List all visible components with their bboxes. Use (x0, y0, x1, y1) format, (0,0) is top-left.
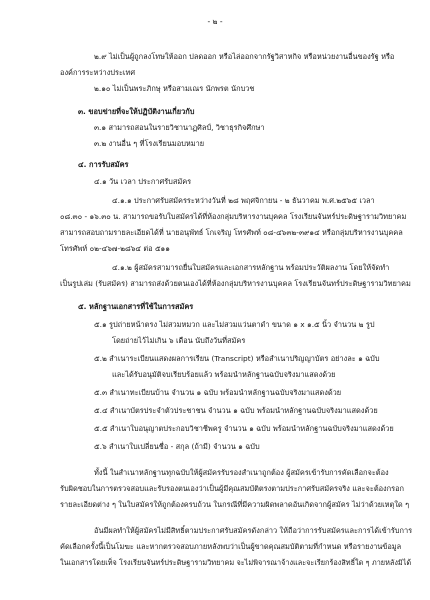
item-5-4: ๕.๔ สำเนาบัตรประจำตัวประชาชน จำนวน ๑ ฉบับ พร้อมนำหลักฐานฉบับจริงมาแสดงด้วย (94, 406, 378, 415)
section-5-heading: ๕. หลักฐานเอกสารที่ใช้ในการสมัคร (78, 302, 194, 311)
item-5-2-line2: และได้รับอนุมัติจบเรียบร้อยแล้ว พร้อมนำหลักฐานฉบับจริงมาแสดงด้วย (112, 370, 336, 379)
section-3-heading: ๓. ขอบข่ายที่จะให้ปฏิบัติงานเกี่ยวกับ (78, 107, 195, 116)
item-4-1-1-line3: สามารถสอบถามรายละเอียดได้ที่ นายอนุพัทธ์ โกเจริญ โทรศัพท์ ๐๘-๔๖๓๒-๓๙๑๔ หรือกลุ่มบริหารงานบุคคล (60, 228, 403, 237)
item-3-2: ๓.๒ งานอื่น ๆ ที่โรงเรียนมอบหมาย (94, 139, 205, 148)
note-paragraph-line3: รายละเอียดต่าง ๆ ในใบสมัครให้ถูกต้องครบถ้วน ในกรณีที่มีความผิดพลาดอันเกิดจากผู้สมัคร ไม่ว่าด้วยเหตุใด ๆ (60, 500, 410, 509)
item-4-1: ๔.๑ วัน เวลา ประกาศรับสมัคร (94, 177, 192, 186)
disclaimer-paragraph-line2: คัดเลือกครั้งนี้เป็นโมฆะ และหากตรวจสอบภายหลังพบว่าเป็นผู้ขาดคุณสมบัติตามที่กำหนด หรือรายงานข้อมูล (60, 542, 402, 551)
item-2-10: ๒.๑๐ ไม่เป็นพระภิกษุ หรือสามเณร นักพรต นักบวช (94, 84, 255, 93)
item-4-1-1-line2: ๐๘.๓๐ - ๑๖.๓๐ น. สามารถขอรับใบสมัครได้ที่ห้องกลุ่มบริหารงานบุคคล โรงเรียนจันทร์ประดิษฐารามวิทยาคม (60, 212, 407, 221)
item-5-6: ๕.๖ สำเนาใบเปลี่ยนชื่อ - สกุล (ถ้ามี) จำนวน ๑ ฉบับ (94, 442, 260, 451)
disclaimer-paragraph-line3: ในเอกสารโดยเท็จ โรงเรียนจันทร์ประดิษฐารามวิทยาคม จะไม่พิจารณาจ้างและจะเรียกร้องสิทธิ์ใด ๆ ภายหลังมิได้ (60, 558, 412, 567)
item-5-1-line1: ๕.๑ รูปถ่ายหน้าตรง ไม่สวมหมวก และไม่สวมแว่นตาดำ ขนาด ๑ x ๑.๕ นิ้ว จำนวน ๒ รูป (94, 320, 375, 329)
item-4-1-2-line1: ๔.๑.๒ ผู้สมัครสามารถยื่นใบสมัครและเอกสารหลักฐาน พร้อมประวัติผลงาน โดยให้จัดทำ (112, 263, 390, 272)
item-2-9-line2: องค์การระหว่างประเทศ (60, 68, 136, 77)
page-number: - ๒ - (207, 17, 223, 26)
item-4-1-1-line1: ๔.๑.๑ ประกาศรับสมัครระหว่างวันที่ ๒๘ พฤศจิกายน - ๒ ธันวาคม พ.ศ.๒๕๖๕ เวลา (112, 196, 375, 205)
disclaimer-paragraph-line1: อันมีผลทำให้ผู้สมัครไม่มีสิทธิ์ตามประกาศรับสมัครดังกล่าว ให้ถือว่าการรับสมัครและการได้เข้ารับการ (94, 526, 413, 535)
item-2-9-line1: ๒.๙ ไม่เป็นผู้ถูกลงโทษให้ออก ปลดออก หรือไล่ออกจากรัฐวิสาหกิจ หรือหน่วยงานอื่นของรัฐ หรือ (94, 52, 395, 61)
note-paragraph-line2: รับผิดชอบในการตรวจสอบและรับรองตนเองว่าเป็นผู้มีคุณสมบัติตรงตามประกาศรับสมัครจริง และจะต้องกรอก (60, 484, 405, 493)
item-4-1-2-line2: เป็นรูปเล่ม (รับสมัคร) สามารถส่งด้วยตนเองได้ที่ห้องกลุ่มบริหารงานบุคคล โรงเรียนจันทร์ประดิษฐารามวิทยาคม (60, 279, 411, 288)
item-5-2-line1: ๕.๒ สำเนาระเบียนแสดงผลการเรียน (Transcript) หรือสำเนาปริญญาบัตร อย่างละ ๑ ฉบับ (94, 354, 380, 363)
item-5-1-line2: โดยถ่ายไว้ไม่เกิน ๖ เดือน นับถึงวันที่สมัคร (112, 336, 246, 345)
item-4-1-1-line4: โทรศัพท์ ๐๒-๔๖๗-๒๘๖๔ ต่อ ๕๑๑ (60, 244, 170, 253)
item-5-5: ๕.๕ สำเนาใบอนุญาตประกอบวิชาชีพครู จำนวน ๑ ฉบับ พร้อมนำหลักฐานฉบับจริงมาแสดงด้วย (94, 424, 394, 433)
item-3-1: ๓.๑ สามารถสอนในรายวิชานาฏศิลป์, วิชาธุรกิจศึกษา (94, 123, 265, 132)
note-paragraph-line1: ทั้งนี้ ในสำเนาหลักฐานทุกฉบับให้ผู้สมัครรับรองสำเนาถูกต้อง ผู้สมัครเข้ารับการคัดเลือกจะต้อง (94, 468, 389, 477)
section-4-heading: ๔. การรับสมัคร (78, 160, 129, 169)
item-5-3: ๕.๓ สำเนาทะเบียนบ้าน จำนวน ๑ ฉบับ พร้อมนำหลักฐานฉบับจริงมาแสดงด้วย (94, 388, 342, 397)
